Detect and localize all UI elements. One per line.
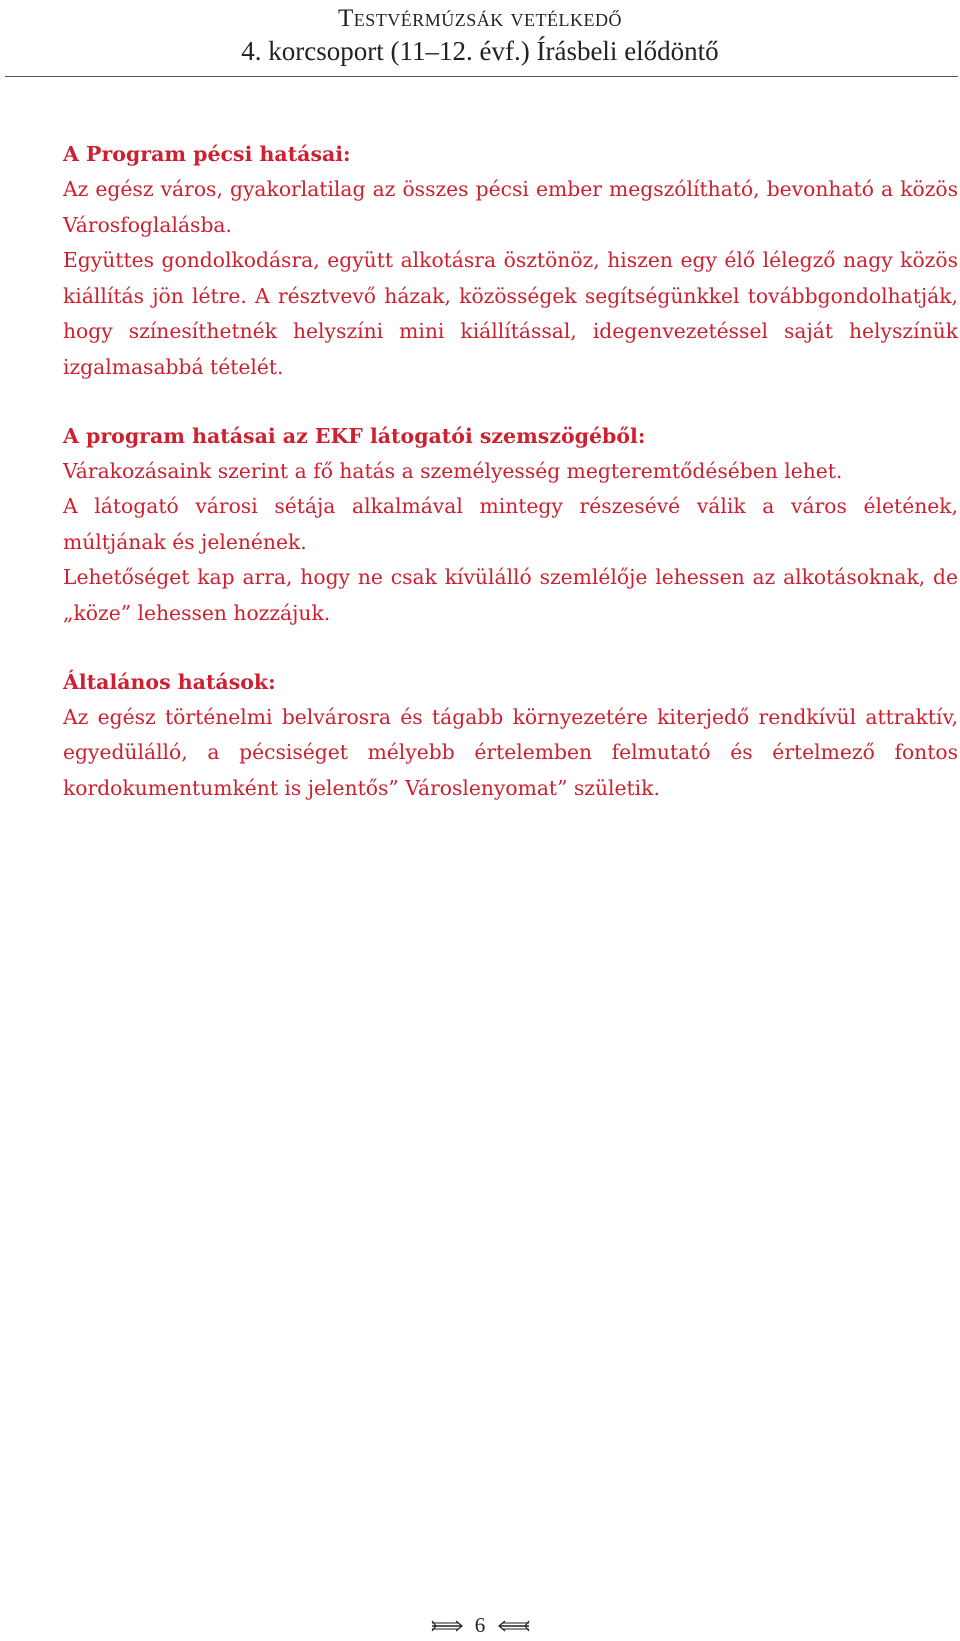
arrow-flourish-icon	[430, 1613, 464, 1638]
page-header	[0, 0, 960, 66]
paragraph: A látogató városi sétája alkalmával mintegy részesévé válik a város életének, múltjának és jelenének.	[63, 494, 958, 554]
paragraph: Együttes gondolkodásra, együtt alkotásra ösztönöz, hiszen egy élő lélegző nagy közös kiállítás jön létre. A résztvevő házak, közösségek segítségünkkel továbbgondolhatják, hogy színesíthetnék helyszíni mini kiállítással, idegenvezetéssel saját helyszínük izgalmasabbá tételét.	[63, 248, 958, 379]
section-heading: Általános hatások:	[63, 669, 276, 694]
header-divider	[5, 76, 958, 77]
section-pecs-effects	[63, 136, 958, 386]
page-number: 6	[474, 1612, 486, 1637]
document-body	[63, 136, 958, 806]
paragraph: Az egész történelmi belvárosra és tágabb környezetére kiterjedő rendkívül attraktív, egyedülálló, a pécsiséget mélyebb értelemben felmutató és értelmező fontos kordokumentumként is jelentős” Városlenyomat” születik.	[63, 704, 958, 800]
section-general-effects	[63, 664, 958, 807]
section-visitor-effects	[63, 418, 958, 632]
paragraph: Lehetőséget kap arra, hogy ne csak kívülálló szemlélője lehessen az alkotásoknak, de „köze” lehessen hozzájuk.	[63, 565, 958, 625]
page-title: Testvérmúzsák vetélkedő	[337, 5, 622, 32]
paragraph: Az egész város, gyakorlatilag az összes pécsi ember megszólítható, bevonható a közös Városfoglalásba.	[63, 177, 958, 237]
page-subtitle: 4. korcsoport (11–12. évf.) Írásbeli elődöntő	[241, 36, 719, 66]
arrow-flourish-icon	[497, 1613, 531, 1638]
section-heading: A Program pécsi hatásai:	[63, 142, 351, 166]
section-heading: A program hatásai az EKF látogatói szemszögéből:	[63, 423, 646, 448]
page-footer	[0, 1611, 960, 1638]
paragraph: Várakozásaink szerint a fő hatás a személyesség megteremtődésében lehet.	[63, 458, 843, 483]
